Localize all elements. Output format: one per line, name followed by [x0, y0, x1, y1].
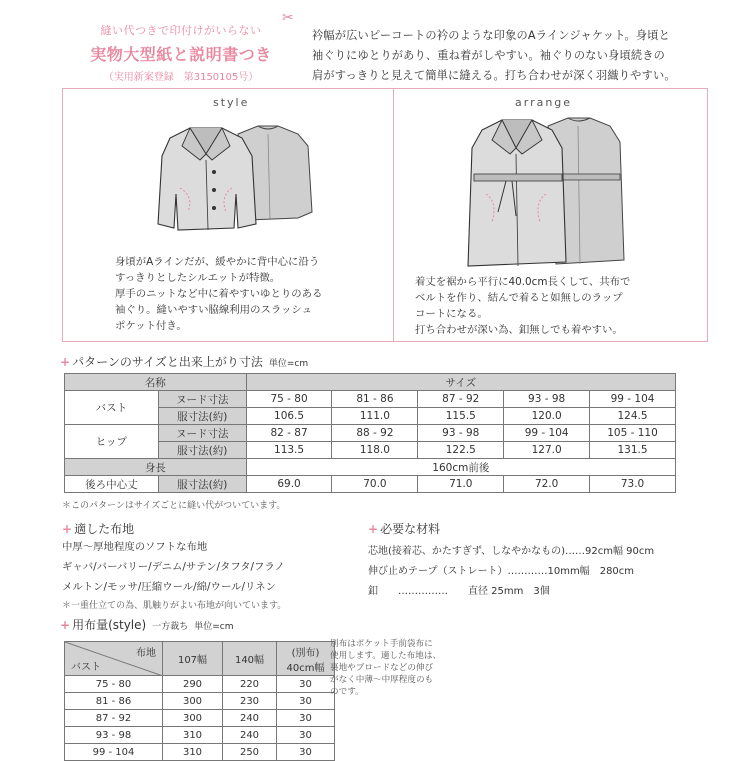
yardage-note-line: 裏地やブロードなどの伸び — [330, 663, 434, 673]
plus-icon: + — [60, 618, 71, 632]
fabric-line: メルトン/モッサ/圧縮ウール/綿/ウール/リネン — [62, 581, 276, 593]
table-cell: 身長 — [65, 459, 247, 476]
table-cell: 87 - 92 — [418, 391, 504, 408]
table-row — [65, 459, 676, 476]
materials-list — [368, 542, 654, 602]
table-cell: 81 - 86 — [65, 693, 163, 710]
table-cell: ヌード寸法 — [158, 425, 246, 442]
table-cell: 服寸法(約) — [158, 442, 246, 459]
materials-section-title — [368, 520, 440, 537]
table-cell: ヒップ — [65, 425, 159, 459]
table-cell: 82 - 87 — [246, 425, 332, 442]
yardage-title-text: 用布量(style) — [72, 618, 147, 632]
table-cell: 99 - 104 — [504, 425, 590, 442]
style-desc-line: すっきりとしたシルエットが特徴。 — [115, 272, 281, 284]
table-row — [65, 710, 335, 727]
table-cell: 240 — [223, 727, 277, 744]
intro-line: 袖ぐりにゆとりがあり、重ね着がしやすい。袖ぐりのない身頃続きの — [312, 49, 666, 62]
yardage-note-line: のです。 — [330, 687, 364, 697]
yardage-note-line: 使用します。適した布地は、 — [330, 651, 442, 661]
table-cell: 310 — [163, 744, 223, 761]
plus-icon: + — [60, 355, 71, 369]
style-desc-line: ポケット付き。 — [115, 320, 187, 332]
table-row — [65, 727, 335, 744]
table-row — [65, 693, 335, 710]
table-cell: 70.0 — [332, 476, 418, 493]
header-bust: バスト — [71, 662, 101, 673]
table-row — [65, 642, 335, 676]
intro-line: 肩がすっきりと見えて簡単に縫える。打ち合わせが深く羽織りやすい。 — [312, 69, 676, 82]
table-cell: 72.0 — [504, 476, 590, 493]
style-desc-line: 身頃がAラインだが、緩やかに背中心に沿う — [115, 256, 320, 268]
table-row — [65, 476, 676, 493]
style-description — [115, 254, 345, 334]
table-cell: 87 - 92 — [65, 710, 163, 727]
arrange-label: arrange — [515, 96, 573, 109]
table-row — [65, 425, 676, 442]
table-cell: 75 - 80 — [65, 676, 163, 693]
table-cell: 後ろ中心丈 — [65, 476, 159, 493]
table-row — [65, 391, 676, 408]
material-line: 伸び止めテープ（ストレート）…………10mm幅 280cm — [368, 566, 635, 577]
table-cell: 30 — [277, 744, 335, 761]
yardage-section-title — [60, 616, 233, 633]
table-cell: 30 — [277, 693, 335, 710]
table-cell: 93 - 98 — [418, 425, 504, 442]
fabric-line: ギャバ/バーバリー/デニム/サテン/タフタ/フラノ — [62, 561, 285, 573]
yardage-note — [330, 638, 441, 698]
size-note: ＊このパターンはサイズごとに縫い代がついています。 — [62, 501, 286, 511]
table-cell: 290 — [163, 676, 223, 693]
table-cell: 111.0 — [332, 408, 418, 425]
table-cell: 230 — [223, 693, 277, 710]
table-cell: 220 — [223, 676, 277, 693]
table-cell: 124.5 — [590, 408, 676, 425]
table-cell: 99 - 104 — [590, 391, 676, 408]
table-cell: 160cm前後 — [246, 459, 675, 476]
yardage-note-line: 別布はポケット手前袋布に — [330, 639, 433, 649]
table-cell: 115.5 — [418, 408, 504, 425]
table-cell: 127.0 — [504, 442, 590, 459]
table-header-corner — [65, 642, 163, 676]
style-label: style — [213, 96, 250, 109]
header-line-2: 実物大型紙と説明書つき — [90, 45, 272, 64]
table-cell: 118.0 — [332, 442, 418, 459]
size-title-text: パターンのサイズと出来上がり寸法 — [72, 355, 263, 369]
table-cell: 88 - 92 — [332, 425, 418, 442]
fabric-line: 中厚〜厚地程度のソフトな布地 — [62, 541, 208, 553]
style-desc-line: 厚手のニットなど中に着やすいゆとりのある — [115, 288, 323, 300]
pattern-header — [64, 22, 298, 83]
table-cell: 300 — [163, 693, 223, 710]
table-cell: 106.5 — [246, 408, 332, 425]
header-separate-line2: 40cm幅 — [286, 662, 325, 674]
header-107: 107幅 — [163, 642, 223, 676]
table-row — [65, 676, 335, 693]
table-cell: 240 — [223, 710, 277, 727]
size-section-title — [60, 353, 308, 370]
table-cell: 105 - 110 — [590, 425, 676, 442]
header-140: 140幅 — [223, 642, 277, 676]
arrange-description — [415, 274, 695, 338]
table-cell: 122.5 — [418, 442, 504, 459]
plus-icon: + — [368, 522, 379, 536]
arrange-coat-illustration — [456, 112, 636, 272]
fabric-title-text: 適した布地 — [74, 522, 135, 536]
table-cell: 服寸法(約) — [158, 408, 246, 425]
material-line: 芯地(接着芯、かたすぎず、しなやかなもの)……92cm幅 90cm — [368, 546, 655, 557]
style-desc-line: 袖ぐり。縫いやすい脇線利用のスラッシュ — [115, 304, 313, 316]
scissors-icon: ✂ — [282, 10, 294, 26]
yardage-table — [64, 641, 335, 761]
table-cell: 30 — [277, 727, 335, 744]
table-cell: 75 - 80 — [246, 391, 332, 408]
table-cell: 250 — [223, 744, 277, 761]
table-cell: 93 - 98 — [65, 727, 163, 744]
style-jacket-illustration — [150, 116, 320, 256]
table-cell: 服寸法(約) — [158, 476, 246, 493]
arrange-desc-line: ベルトを作り、結んで着ると如無しのラップ — [415, 292, 623, 304]
fabric-section-title — [62, 520, 134, 537]
table-cell: バスト — [65, 391, 159, 425]
header-separate-line1: (別布) — [291, 647, 320, 659]
arrange-desc-line: 打ち合わせが深い為、釦無しでも着やすい。 — [415, 324, 623, 336]
materials-title-text: 必要な材料 — [380, 522, 441, 536]
intro-text — [312, 26, 730, 86]
table-cell: 73.0 — [590, 476, 676, 493]
table-row — [65, 744, 335, 761]
table-cell: 131.5 — [590, 442, 676, 459]
plus-icon: + — [62, 522, 73, 536]
yardage-note-line: がなく中薄〜中厚程度のも — [330, 675, 434, 685]
yardage-unit: 単位=cm — [194, 622, 234, 632]
header-separate — [277, 642, 335, 676]
table-cell: 300 — [163, 710, 223, 727]
header-line-1: 縫い代つきで印付けがいらない — [100, 24, 262, 37]
intro-line: 衿幅が広いピーコートの衿のような印象のAラインジャケット。身頃と — [312, 29, 671, 42]
table-cell: 71.0 — [418, 476, 504, 493]
table-row — [65, 374, 676, 391]
table-cell: 69.0 — [246, 476, 332, 493]
panel-divider — [393, 89, 394, 341]
table-header-name: 名称 — [65, 374, 247, 391]
table-cell: 93 - 98 — [504, 391, 590, 408]
size-table — [64, 373, 676, 493]
header-line-3: （実用新案登録 第3150105号） — [103, 72, 259, 83]
fabric-list — [62, 537, 285, 597]
arrange-desc-line: 着丈を裾から平行に40.0cm長くして、共布で — [415, 276, 631, 288]
table-cell: 30 — [277, 710, 335, 727]
table-cell: 113.5 — [246, 442, 332, 459]
table-cell: 99 - 104 — [65, 744, 163, 761]
table-cell: ヌード寸法 — [158, 391, 246, 408]
size-unit: 単位=cm — [268, 359, 309, 369]
table-cell: 310 — [163, 727, 223, 744]
table-cell: 120.0 — [504, 408, 590, 425]
table-header-size: サイズ — [246, 374, 675, 391]
material-line: 釦 …………… 直径 25mm 3個 — [368, 586, 550, 597]
header-fabric: 布地 — [136, 648, 156, 659]
table-cell: 30 — [277, 676, 335, 693]
arrange-desc-line: コートになる。 — [415, 308, 488, 320]
yardage-sub: 一方裁ち — [152, 622, 189, 632]
fabric-note: ＊一重仕立ての為、肌触りがよい布地が向いています。 — [62, 601, 287, 611]
table-cell: 81 - 86 — [332, 391, 418, 408]
